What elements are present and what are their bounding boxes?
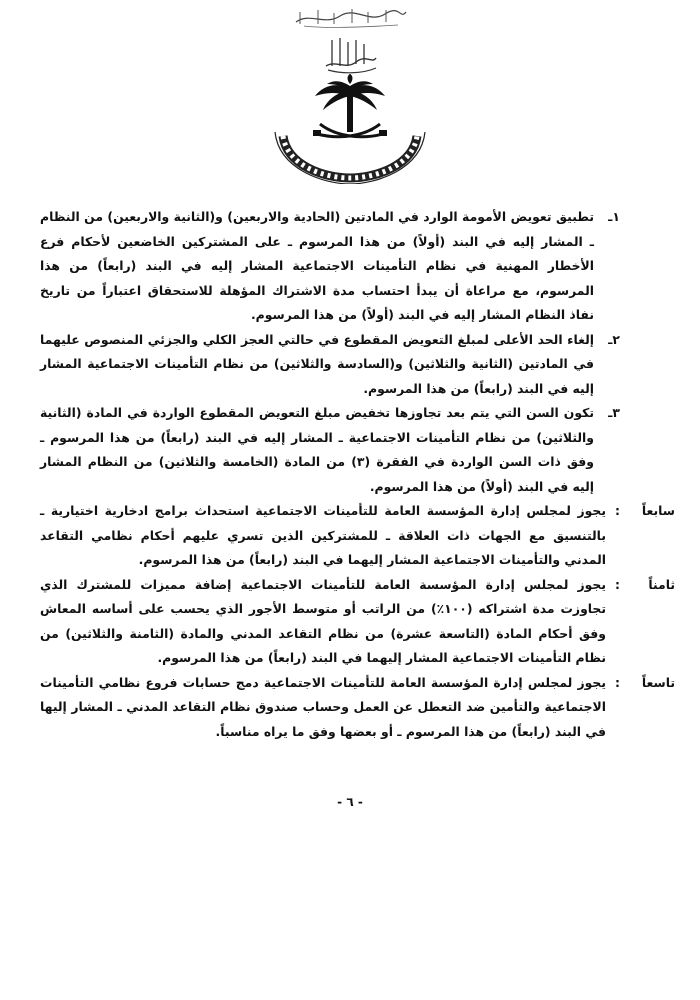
article-colon: :: [615, 503, 620, 518]
clause-text: إلغاء الحد الأعلى لمبلغ التعويض المقطوع في حالتي العجز الكلي والجزئي المنصوص عليهما في المادتين (الثانية والثلاثين) و(السادسة والثلاثين) من نظام التأمينات الاجتماعية المشار إليه في البند (رابعاً) من هذا المرسوم.: [40, 331, 594, 396]
article-text: يجوز لمجلس إدارة المؤسسة العامة للتأمينات الاجتماعية إضافة مميزات للمشترك الذي تجاوزت مدة اشتراكه (١٠٠٪) من الراتب أو متوسط الأجور الذي يحسب على أساسه المعاش وفق أحكام المادة (التاسعة عشرة) من نظام التقاعد المدني والمادة (الثامنة والثلاثين) من نظام التأمينات الاجتماعية المشار إليهما في البند (رابعاً) من هذا المرسوم.: [40, 576, 606, 665]
saudi-emblem: [265, 74, 435, 184]
page-number: - ٦ -: [337, 795, 363, 809]
decree-body: [40, 205, 675, 744]
clause-3: [40, 401, 620, 499]
clause-number: ٣ـ: [608, 405, 620, 420]
article-label: ثامناً: [648, 576, 675, 592]
clause-text: تكون السن التي يتم بعد تجاوزها تخفيض مبلغ التعويض المقطوع الواردة في المادة (الثانية والثلاثين) من نظام التأمينات الاجتماعية ـ المشار إليه في البند (رابعاً) من هذا المرسوم ـ وفق ذات السن الواردة في الفقرة (٣) من المادة (الخامسة والثلاثين) من النظام المشار إليه في البند (أولاً) من هذا المرسوم.: [40, 405, 595, 494]
article-ninth: [40, 671, 675, 745]
article-text: يجوز لمجلس إدارة المؤسسة العامة للتأمينات الاجتماعية استحداث برامج ادخارية اختيارية ـ بالتنسيق مع الجهات ذات العلاقة ـ للمشتركين الذين تسري عليهم أحكام نظامي التقاعد المدني والتأمينات الاجتماعية المشار إليهما في البند (رابعاً) من هذا المرسوم.: [40, 503, 606, 567]
article-eighth: [40, 573, 675, 671]
article-colon: :: [615, 674, 620, 690]
clause-text: تطبيق تعويض الأمومة الوارد في المادتين (الحادية والاربعين) و(الثانية والاربعين) من النظام ـ المشار إليه في البند (أولاً) من هذا المرسوم ـ على المشتركين الخاضعين لأحكام فرع الأخطار المهنية في نظام التأمينات الاجتماعية المشار إليه في البند (رابعاً) من هذا المرسوم، مع مراعاة أن يبدأ احتساب مدة الاشتراك المؤهلة للاستحقاق اعتباراً من تاريخ نفاذ النظام المشار إليه في البند (أولاً) من هذا المرسوم.: [40, 209, 594, 322]
clause-number: ٢ـ: [608, 331, 620, 347]
article-seventh: [40, 499, 675, 573]
article-text: يجوز لمجلس إدارة المؤسسة العامة للتأمينات الاجتماعية دمج حسابات فروع نظامي التأمينات الاجتماعية والتأمين ضد التعطل عن العمل وحساب صندوق نظام التقاعد المدني ـ المشار إليها في البند (رابعاً) من هذا المرسوم ـ أو بعضها وفق ما يراه مناسباً.: [40, 674, 606, 739]
article-colon: :: [615, 576, 620, 592]
clause-2: [40, 328, 620, 402]
basmala-calligraphy: [290, 4, 410, 30]
article-label: سابعاً: [641, 503, 675, 518]
clause-1: [40, 205, 620, 328]
clause-number: ١ـ: [608, 209, 620, 224]
article-label: تاسعاً: [641, 674, 675, 690]
shahada-calligraphy: [318, 34, 382, 74]
